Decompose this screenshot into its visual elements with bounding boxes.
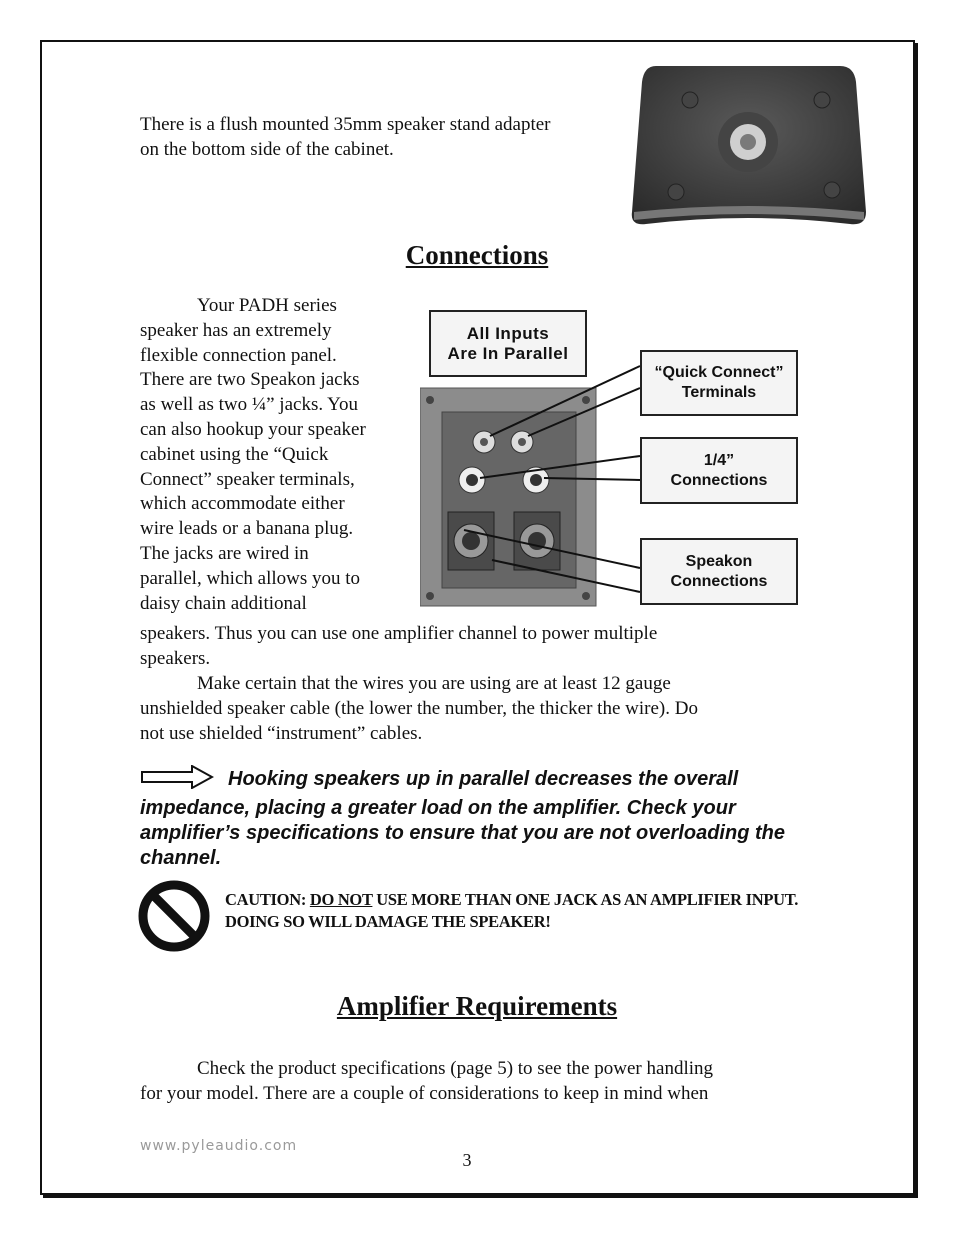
callout-quarter-inch: 1/4” Connections: [640, 437, 798, 504]
prohibited-icon: [137, 879, 211, 953]
wire-gauge-paragraph: Make certain that the wires you are using are at least 12 gauge unshielded speaker cable (the lower the number, the thicker the wire). Do not use shielded “instrument” cables.: [140, 673, 698, 744]
intro-paragraph: There is a flush mounted 35mm speaker stand adapter on the bottom side of the cabinet.: [140, 114, 551, 160]
callout-speakon: Speakon Connections: [640, 538, 798, 605]
amplifier-paragraph: Check the product specifications (page 5) to see the power handling for your model. There are a couple of considerations to keep in mind when: [140, 1058, 713, 1104]
footer-url: www.pyleaudio.com: [140, 1138, 298, 1154]
connections-continued-text: speakers. Thus you can use one amplifier channel to power multiple speakers.: [140, 623, 658, 669]
page-number: 3: [462, 1150, 472, 1170]
caution-notice: CAUTION: DO NOT USE MORE THAN ONE JACK AS AN AMPLIFIER INPUT. DOING SO WILL DAMAGE THE SPEAKER!: [225, 890, 799, 931]
amplifier-heading: Amplifier Requirements: [336, 991, 618, 1021]
connections-heading: Connections: [405, 240, 549, 270]
callout-quick-connect: “Quick Connect” Terminals: [640, 350, 798, 416]
right-arrow-icon: [140, 765, 228, 796]
callout-all-inputs: All Inputs Are In Parallel: [429, 310, 587, 377]
connections-column-text: Your PADH series speaker has an extremely flexible connection panel. There are two Speakon jacks as well as two ¼” jacks. You can also hookup your speaker cabinet using the “Quick Connect” speaker terminals, which accommodate either wire leads or a banana plug. The jacks are wired in parallel, which allows you to daisy chain additional: [140, 295, 366, 614]
parallel-warning: Hooking speakers up in parallel decreases the overall impedance, placing a greater load on the amplifier. Check your amplifier’s specifications to ensure that you are not overloading the channel.: [140, 765, 820, 871]
